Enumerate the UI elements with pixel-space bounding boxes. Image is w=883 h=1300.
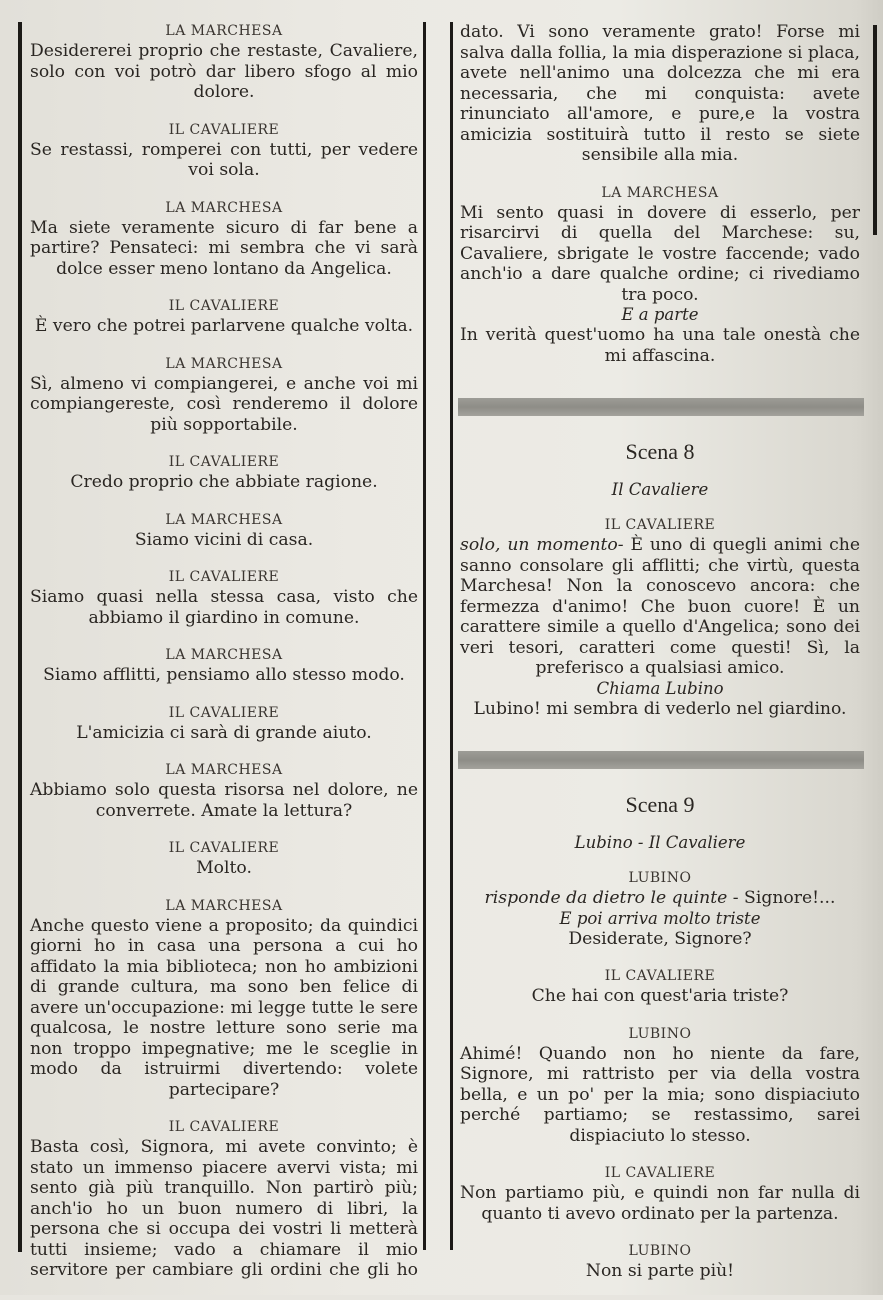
dialogue-block [30, 199, 418, 280]
dialogue-block [30, 511, 418, 551]
speaker-name: IL CAVALIERE [168, 121, 280, 138]
right-edge-rule [873, 25, 877, 235]
continuation-text: dato. Vi sono veramente grato! Forse mi salva dalla follia, la mia disperazione si placa, avete nell'animo una dolcezza che mi era necessaria, che mi conquista: avete rinunciato all'amore, e pure,e la vostra amicizia sostituirà tutto il resto se siete sensibile alla mia. [460, 22, 860, 165]
dialogue-block [30, 297, 418, 337]
speaker-name: LUBINO [628, 1243, 692, 1259]
dialogue-block [460, 1164, 860, 1224]
dialogue-text: Se restassi, romperei con tutti, per vedere voi sola. [30, 139, 418, 180]
speaker-name: LUBINO [628, 1025, 692, 1042]
left-margin-rule [18, 22, 22, 1252]
dialogue-block [460, 22, 860, 166]
speaker-name: IL CAVALIERE [168, 1119, 280, 1135]
speaker-name: LA MARCHESA [601, 184, 719, 201]
dialogue-block [460, 1025, 860, 1147]
speaker-name: IL CAVALIERE [604, 1165, 716, 1181]
dialogue-text: Anche questo viene a proposito; da quindici giorni ho in casa una persona a cui ho affidato la mia biblioteca; non ho ambizioni di grande cultura, ma sono ben felice di avere un'occupazione: mi legge tutte le sere qualcosa, le nostre letture sono serie ma non troppo impegnative; me le sceglie in modo da istruirmi divertendo: volete partecipare? [30, 915, 418, 1100]
column-divider-left [423, 22, 426, 1250]
dialogue-block [30, 704, 418, 744]
speaker-name: LA MARCHESA [165, 199, 283, 216]
speaker-name: LUBINO [628, 870, 692, 886]
dialogue-text: Siamo vicini di casa. [134, 529, 314, 550]
dialogue-text: Ma siete veramente sicuro di far bene a partire? Pensateci: mi sembra che vi sarà dolce esser meno lontano da Angelica. [30, 217, 418, 279]
dialogue-block [30, 839, 418, 879]
dialogue-block [460, 967, 860, 1007]
speaker-name: IL CAVALIERE [168, 454, 280, 470]
dialogue-text: Desidererei proprio che restaste, Cavaliere, solo con voi potrò dar libero sfogo al mio dolore. [30, 41, 418, 102]
dialogue-text: Che hai con quest'aria triste? [531, 986, 789, 1006]
dialogue-text: In verità quest'uomo ha una tale onestà che mi affascina. [460, 325, 860, 366]
dialogue-text: Abbiamo solo questa risorsa nel dolore, ne converrete. Amate la lettura? [30, 780, 418, 821]
speaker-name: IL CAVALIERE [604, 968, 716, 984]
dialogue-block [30, 1118, 418, 1281]
speaker-name: IL CAVALIERE [168, 840, 280, 856]
right-column [460, 22, 860, 1300]
column-divider-right [450, 22, 453, 1250]
dialogue-text [460, 888, 860, 909]
scene-separator-band [458, 398, 864, 416]
scene-title: Scena 9 [625, 792, 695, 817]
speaker-name: IL CAVALIERE [168, 298, 280, 314]
speaker-name: IL CAVALIERE [168, 569, 280, 585]
dialogue-text: Mi sento quasi in dovere di esserlo, per risarcirvi di quella del Marchese: su, Cavaliere, sbrigate le vostre faccende; vado anch'io a dare qualche ordine; ci rivediamo tra poco. [460, 202, 860, 305]
scene-cast: Lubino - Il Cavaliere [574, 833, 746, 852]
dialogue-block [30, 897, 418, 1101]
dialogue-block [460, 1242, 860, 1282]
dialogue-text: Siamo quasi nella stessa casa, visto che abbiamo il giardino in comune. [30, 587, 418, 628]
speaker-name: LA MARCHESA [165, 23, 283, 39]
dialogue-block [30, 22, 418, 103]
dialogue-text-span: È uno di quegli animi che sanno consolare gli afflitti; che virtù, questa Marchesa! Non la conoscevo ancora: che fermezza d'animo! Che buon cuore! È un carattere simile a quello d'Angelica; sono dei veri tesori, caratteri come questi! Sì, la preferisco a qualsiasi amico. [460, 535, 861, 678]
scene-separator-band [458, 751, 864, 769]
dialogue-text: Non partiamo più, e quindi non far nulla di quanto ti avevo ordinato per la partenza. [460, 1183, 860, 1224]
dialogue-text: Siamo afflitti, pensiamo allo stesso modo. [43, 665, 405, 685]
scene-cast: Il Cavaliere [611, 480, 709, 499]
speaker-name: LA MARCHESA [165, 762, 283, 778]
dialogue-text: Lubino! mi sembra di vederlo nel giardino. [473, 698, 847, 719]
stage-direction: E poi arriva molto triste [559, 908, 761, 928]
dialogue-text: Non si parte più! [585, 1261, 735, 1281]
speaker-name: LA MARCHESA [165, 897, 283, 914]
dialogue-text: Credo proprio che abbiate ragione. [70, 472, 378, 492]
dialogue-block [460, 184, 860, 367]
dialogue-text: Ahimé! Quando non ho niente da fare, Signore, mi rattristo per via della vostra bella, e un po' per la mia; sono dispiaciuto perché partiamo; se restassimo, sarei dispiaciuto lo stesso. [460, 1043, 860, 1146]
dialogue-text-span: - Signore!... [727, 888, 836, 908]
dialogue-text: Molto. [196, 858, 252, 878]
speaker-name: LA MARCHESA [165, 647, 283, 663]
stage-direction: solo, un momento- [460, 535, 624, 555]
dialogue-text: L'amicizia ci sarà di grande aiuto. [76, 722, 372, 743]
speaker-name: LA MARCHESA [165, 511, 283, 528]
speaker-name: IL CAVALIERE [604, 517, 716, 533]
dialogue-text: Basta così, Signora, mi avete convinto; è stato un immenso piacere avervi vista; mi sento già più tranquillo. Non partirò più; anch'io ho un buon numero di libri, la persona che si occupa dei vostri li metterà tutti insieme; vado a chiamare il mio servitore per cambiare gli ordini che gli ho [30, 1137, 418, 1280]
stage-direction: risponde da dietro le quinte [484, 888, 728, 908]
stage-direction: Chiama Lubino [596, 678, 724, 698]
dialogue-block [30, 568, 418, 628]
dialogue-block [30, 121, 418, 181]
left-column [30, 22, 418, 1299]
speaker-name: IL CAVALIERE [168, 704, 280, 721]
dialogue-block [460, 869, 860, 949]
stage-direction: E a parte [621, 305, 699, 324]
dialogue-text [460, 535, 860, 679]
dialogue-text: Desiderate, Signore? [568, 928, 752, 949]
scene-title: Scena 8 [625, 439, 695, 464]
dialogue-text: È vero che potrei parlarvene qualche volta. [34, 316, 414, 336]
dialogue-block [30, 453, 418, 493]
speaker-name: LA MARCHESA [165, 355, 283, 372]
dialogue-block [30, 646, 418, 686]
dialogue-block [30, 761, 418, 821]
dialogue-block [30, 355, 418, 436]
dialogue-text: Sì, almeno vi compiangerei, e anche voi mi compiangereste, così renderemo il dolore più sopportabile. [30, 373, 418, 435]
dialogue-block [460, 516, 860, 719]
